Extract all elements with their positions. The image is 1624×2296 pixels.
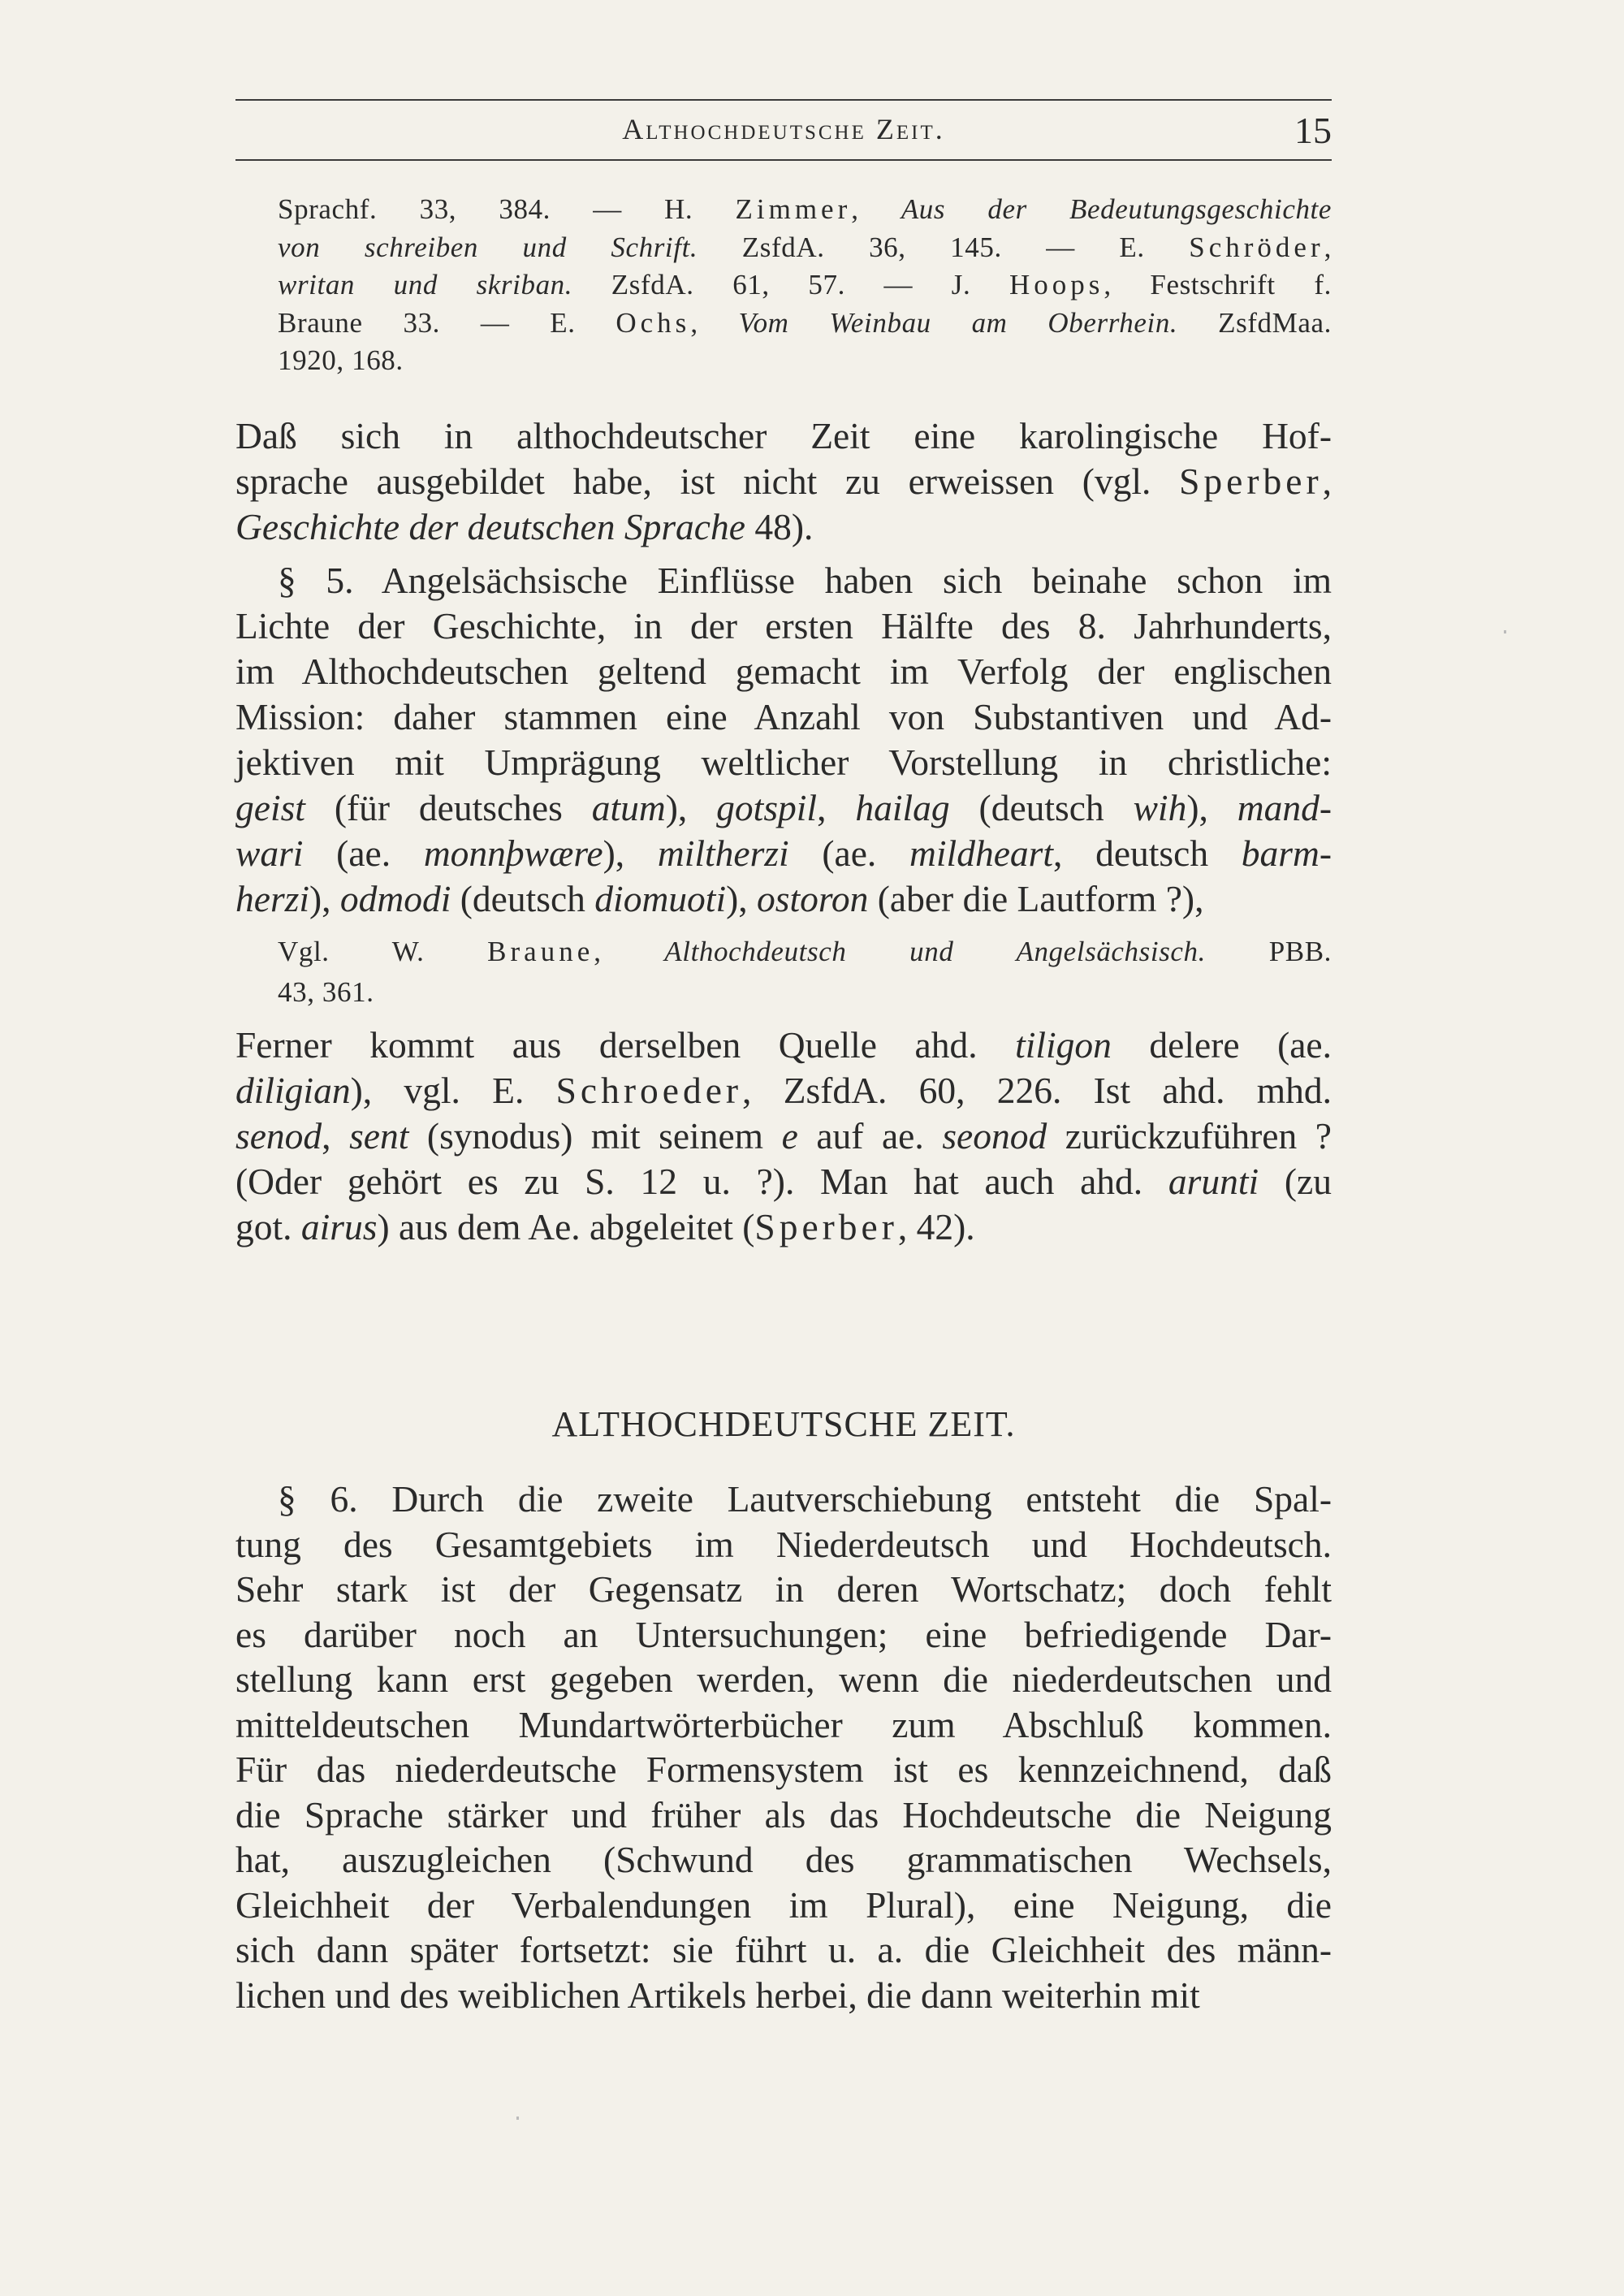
text-run: (zu bbox=[1259, 1161, 1332, 1202]
italic-term: senod bbox=[235, 1115, 322, 1157]
text-run: lichen und des weiblichen Artikels herbei, die dann weiterhin mit bbox=[235, 1974, 1200, 2016]
author-name: Zimmer bbox=[735, 193, 852, 225]
text-run: im Althochdeutschen geltend gemacht im Verfolg der englischen bbox=[235, 651, 1332, 692]
running-head-title: Althochdeutsche Zeit. bbox=[622, 113, 945, 145]
text-line bbox=[278, 307, 1332, 339]
text-line bbox=[235, 1205, 1332, 1248]
italic-term: wari bbox=[235, 832, 304, 874]
text-run: ), bbox=[1186, 787, 1237, 828]
text-run: (synodus) mit seinem bbox=[408, 1115, 782, 1157]
text-line bbox=[235, 1567, 1332, 1611]
text-run: Vgl. W. bbox=[278, 936, 488, 967]
text-run: , Festschrift f. bbox=[1104, 269, 1332, 301]
text-run: sprache ausgebildet habe, ist nicht zu erweissen (vgl. bbox=[235, 460, 1180, 502]
italic-term: diomuoti bbox=[594, 878, 727, 919]
italic-term: ostoron bbox=[757, 878, 869, 919]
italic-term: herzi bbox=[235, 878, 309, 919]
italic-term: airus bbox=[300, 1206, 378, 1247]
text-line bbox=[235, 1703, 1332, 1746]
author-name: Ochs bbox=[615, 306, 691, 339]
text-run: got. bbox=[235, 1206, 301, 1247]
text-run: 1920, 168. bbox=[278, 344, 404, 376]
italic-term: von schreiben und Schrift. bbox=[278, 231, 698, 263]
italic-term: odmodi bbox=[339, 878, 451, 919]
italic-term: mand- bbox=[1237, 787, 1332, 828]
italic-term: Aus der Bedeutungsgeschichte bbox=[901, 193, 1332, 225]
text-line bbox=[278, 936, 1332, 968]
footnote-references-1 bbox=[235, 193, 1332, 383]
text-run: , bbox=[594, 936, 665, 967]
text-line bbox=[278, 559, 1332, 602]
italic-term: hailag bbox=[855, 787, 950, 828]
text-run: delere (ae. bbox=[1111, 1024, 1332, 1066]
text-run: es darüber noch an Untersuchungen; eine befriedigende Dar- bbox=[235, 1613, 1332, 1655]
text-run: , bbox=[690, 306, 739, 339]
text-run: , 42). bbox=[897, 1206, 975, 1247]
italic-term: seonod bbox=[942, 1115, 1047, 1157]
text-run: ), bbox=[665, 787, 717, 828]
text-line bbox=[235, 414, 1332, 457]
italic-term: Althochdeutsch und Angelsächsisch. bbox=[664, 936, 1207, 967]
text-run: stellung kann erst gegeben werden, wenn die niederdeutschen und bbox=[235, 1658, 1332, 1700]
text-run: mitteldeutschen Mundartwörterbücher zum Abschluß kommen. bbox=[235, 1703, 1332, 1745]
text-run: , bbox=[851, 193, 901, 225]
text-run: Ferner kommt aus derselben Quelle ahd. bbox=[235, 1024, 1016, 1066]
text-line bbox=[235, 1658, 1332, 1701]
italic-term: sent bbox=[349, 1115, 409, 1157]
text-line bbox=[235, 695, 1332, 738]
text-run: ZsfdMaa. bbox=[1177, 306, 1332, 339]
paragraph-hofsprache bbox=[235, 414, 1332, 551]
text-run: jektiven mit Umprägung weltlicher Vorstellung in christliche: bbox=[235, 742, 1332, 783]
text-line bbox=[235, 741, 1332, 784]
text-run: § 6. Durch die zweite Lautverschiebung entsteht die Spal- bbox=[278, 1478, 1332, 1520]
text-line bbox=[235, 604, 1332, 647]
text-line bbox=[235, 786, 1332, 829]
text-run: Gleichheit der Verbalendungen im Plural), eine Neigung, die bbox=[235, 1883, 1332, 1926]
italic-term: monnþwære bbox=[423, 832, 603, 874]
text-run: (für deutsches bbox=[304, 787, 592, 828]
text-line bbox=[278, 269, 1332, 301]
text-run: Braune 33. — E. bbox=[278, 306, 616, 339]
text-run: Lichte der Geschichte, in der ersten Hälfte des 8. Jahrhunderts, bbox=[235, 605, 1332, 646]
text-run: , bbox=[1322, 460, 1332, 502]
author-name: Sperber bbox=[754, 1206, 898, 1247]
text-line bbox=[235, 505, 1332, 548]
section-heading: ALTHOCHDEUTSCHE ZEIT. bbox=[551, 1404, 1016, 1444]
text-run: 48). bbox=[745, 506, 814, 547]
text-line bbox=[235, 877, 1332, 920]
text-line bbox=[278, 1477, 1332, 1520]
text-run: 43, 361. bbox=[278, 976, 374, 1008]
text-run: ), vgl. E. bbox=[350, 1070, 556, 1111]
text-run: zurückzuführen ? bbox=[1047, 1115, 1332, 1157]
page-number: 15 bbox=[1294, 110, 1332, 151]
text-line bbox=[235, 1974, 1332, 2017]
text-run: (deutsch bbox=[451, 878, 595, 919]
text-run: Daß sich in althochdeutscher Zeit eine karolingische Hof- bbox=[235, 415, 1332, 456]
text-run: , bbox=[322, 1115, 350, 1157]
italic-term: miltherzi bbox=[657, 832, 789, 874]
text-run: die Sprache stärker und früher als das Hochdeutsche die Neigung bbox=[235, 1793, 1332, 1836]
author-name: Schröder bbox=[1189, 231, 1324, 263]
text-run: , ZsfdA. 60, 226. Ist ahd. mhd. bbox=[742, 1070, 1332, 1111]
paragraph-ferner bbox=[235, 1023, 1332, 1251]
italic-term: barm- bbox=[1241, 832, 1332, 874]
text-line bbox=[235, 1523, 1332, 1566]
text-run: , bbox=[1324, 231, 1332, 263]
text-line bbox=[235, 1928, 1332, 1971]
text-run: ), bbox=[603, 832, 658, 874]
text-run: hat, auszugleichen (Schwund des grammatischen Wechsels, bbox=[235, 1839, 1332, 1880]
paragraph-section-5 bbox=[235, 559, 1332, 923]
text-line bbox=[235, 1838, 1332, 1881]
text-line bbox=[235, 1748, 1332, 1791]
paper-speck bbox=[516, 2117, 519, 2120]
text-run: § 5. Angelsächsische Einflüsse haben sich beinahe schon im bbox=[278, 560, 1332, 601]
text-line bbox=[235, 1613, 1332, 1656]
paper-speck bbox=[1504, 630, 1506, 633]
italic-term: geist bbox=[235, 787, 305, 828]
text-run: (ae. bbox=[303, 832, 424, 874]
text-run: ZsfdA. 36, 145. — E. bbox=[698, 231, 1190, 263]
italic-term: mildheart bbox=[909, 832, 1053, 874]
italic-term: wih bbox=[1133, 787, 1187, 828]
text-run: tung des Gesamtgebiets im Niederdeutsch und Hochdeutsch. bbox=[235, 1523, 1332, 1565]
text-line bbox=[235, 832, 1332, 875]
author-name: Schroeder bbox=[555, 1070, 743, 1111]
running-head bbox=[235, 112, 1332, 158]
italic-term: Geschichte der deutschen Sprache bbox=[235, 506, 745, 547]
footnote-references-2 bbox=[235, 936, 1332, 1017]
italic-term: diligian bbox=[235, 1070, 351, 1111]
italic-term: tiligon bbox=[1015, 1024, 1112, 1066]
text-run: (deutsch bbox=[949, 787, 1134, 828]
text-run: ZsfdA. 61, 57. — J. bbox=[572, 269, 1009, 301]
text-line bbox=[235, 1793, 1332, 1836]
text-run: sich dann später fortsetzt: sie führt u. a. die Gleichheit des männ- bbox=[235, 1929, 1332, 1970]
text-line bbox=[235, 460, 1332, 503]
text-run: ), bbox=[309, 878, 340, 919]
header-top-rule bbox=[235, 99, 1332, 101]
text-run: ) aus dem Ae. abgeleitet ( bbox=[377, 1206, 755, 1247]
italic-term: atum bbox=[591, 787, 666, 828]
italic-term: e bbox=[781, 1115, 798, 1157]
header-bottom-rule bbox=[235, 159, 1332, 161]
text-line bbox=[235, 1069, 1332, 1112]
text-line bbox=[235, 650, 1332, 693]
italic-term: gotspil bbox=[716, 787, 818, 828]
text-line bbox=[235, 1883, 1332, 1926]
text-line bbox=[278, 344, 1332, 377]
text-run: Sehr stark ist der Gegensatz in deren Wortschatz; doch fehlt bbox=[235, 1568, 1332, 1610]
text-run: Sprachf. 33, 384. — H. bbox=[278, 193, 736, 225]
text-line bbox=[278, 231, 1332, 264]
text-line bbox=[235, 1023, 1332, 1066]
author-name: Sperber bbox=[1179, 460, 1323, 502]
text-run: (ae. bbox=[788, 832, 910, 874]
paragraph-section-6 bbox=[235, 1477, 1332, 2018]
italic-term: writan und skriban. bbox=[278, 269, 573, 301]
italic-term: Vom Weinbau am Oberrhein. bbox=[738, 306, 1178, 339]
author-name: Hoops bbox=[1009, 269, 1104, 301]
text-line bbox=[278, 193, 1332, 226]
text-run: (aber die Lautform ?), bbox=[868, 878, 1204, 919]
text-run: Mission: daher stammen eine Anzahl von Substantiven und Ad- bbox=[235, 696, 1332, 737]
text-run: PBB. bbox=[1206, 936, 1332, 967]
text-line bbox=[235, 1160, 1332, 1203]
text-line bbox=[278, 976, 1332, 1009]
text-line bbox=[235, 1114, 1332, 1157]
text-run: (Oder gehört es zu S. 12 u. ?). Man hat auch ahd. bbox=[235, 1161, 1168, 1202]
text-run: ), bbox=[726, 878, 757, 919]
text-run: auf ae. bbox=[797, 1115, 943, 1157]
text-run: Für das niederdeutsche Formensystem ist es kennzeichnend, daß bbox=[235, 1749, 1332, 1790]
text-run: , bbox=[817, 787, 856, 828]
text-run: , deutsch bbox=[1052, 832, 1242, 874]
author-name: Braune bbox=[487, 936, 594, 967]
italic-term: arunti bbox=[1168, 1161, 1259, 1202]
